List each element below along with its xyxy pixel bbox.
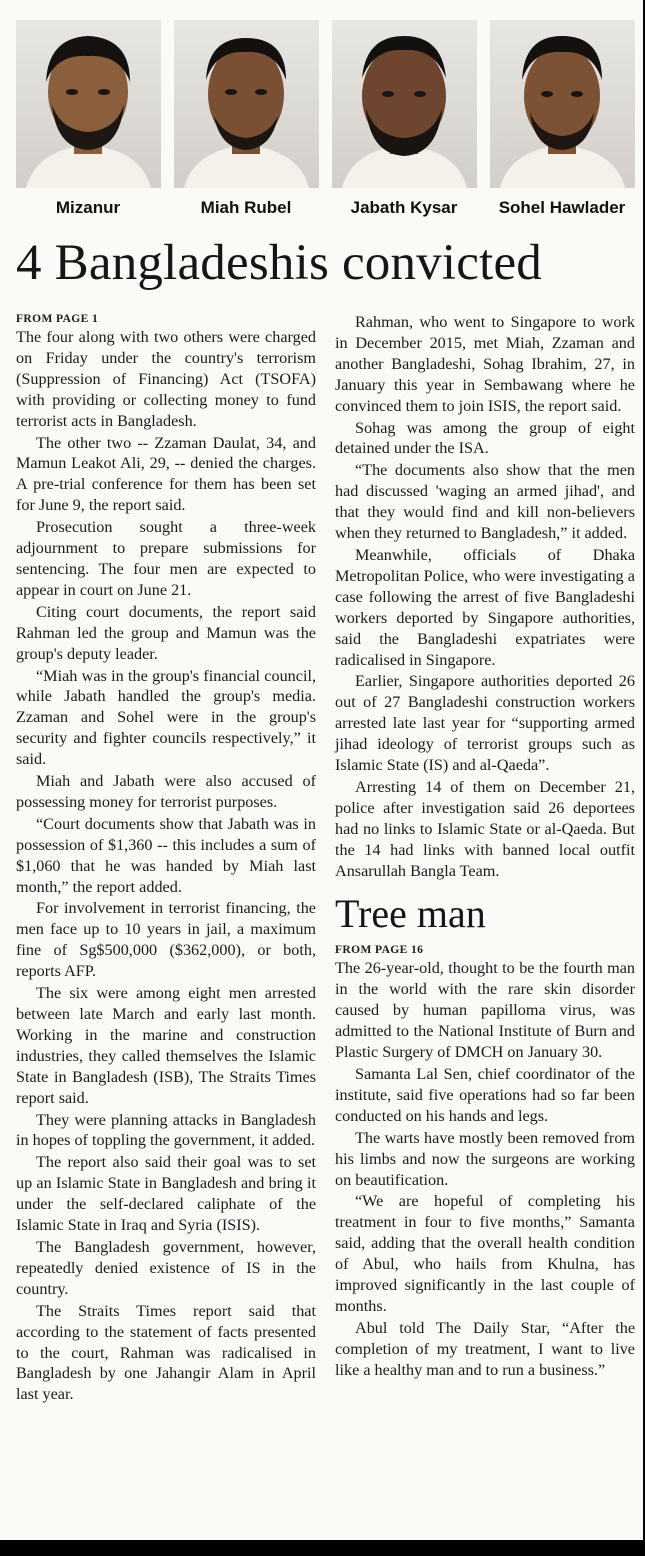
right-eye: [98, 89, 110, 95]
photo-mizanur: [16, 20, 161, 188]
paragraph: The Bangladesh government, however, repeatedly denied existence of IS in the country.: [16, 1237, 316, 1298]
paragraph: “We are hopeful of completing his treatment in four to five months,” Samanta said, adding that the overall health condition of Abul, who hails from Khulna, has improved significantly in the last couple of months.: [335, 1192, 635, 1315]
paragraph: “Miah was in the group's financial council, while Jabath handled the group's media. Zzaman and Sohel were in the group's security and fighter councils respectively,” it said.: [16, 666, 316, 769]
paragraph: Miah and Jabath were also accused of possessing money for terrorist purposes.: [16, 772, 316, 811]
paragraph: “The documents also show that the men had discussed 'waging an armed jihad', and that they would find and kill non-believers when they returned to Bangladesh,” it added.: [335, 461, 635, 543]
caption-mizanur: Mizanur: [55, 198, 121, 217]
paragraph: Arresting 14 of them on December 21, police after investigation said 26 deportees had no links to Islamic State or al-Qaeda. But the 14 had links with banned local outfit Ansarullah Bangla Team.: [335, 777, 635, 880]
tree-man-headline: Tree man: [335, 891, 486, 937]
paragraph: The Straits Times report said that according to the statement of facts presented to the court, Rahman was radicalised in Bangladesh by one Jahangir Alam in April last year.: [16, 1301, 316, 1404]
paragraph: “Court documents show that Jabath was in possession of $1,360 -- this includes a sum of $1,060 that he was handed by Miah last month,” the report added.: [16, 814, 316, 896]
paragraph: Citing court documents, the report said Rahman led the group and Mamun was the group's deputy leader.: [16, 602, 316, 663]
portrait-image: [490, 20, 635, 188]
portrait-image: [332, 20, 477, 188]
paragraph: The four along with two others were charged on Friday under the country's terrorism (Suppression of Financing) Act (TSOFA) with providing or collecting money to fund terrorist acts in Bangladesh.: [16, 328, 316, 430]
photo-miah-rubel: [174, 20, 319, 188]
paragraph: The 26-year-old, thought to be the fourth man in the world with the rare skin disorder caused by human papilloma virus, was admitted to the National Institute of Burn and Plastic Surgery of DMCH on January 30.: [335, 959, 635, 1062]
photo-jabath-kysar: [332, 20, 477, 188]
paragraph: Earlier, Singapore authorities deported 26 out of 27 Bangladeshi construction workers arrested late last year for “supporting armed jihad ideology of terrorist groups such as Islamic State (IS) and al-Qaeda”.: [335, 672, 635, 775]
paragraph: For involvement in terrorist financing, the men face up to 10 years in jail, a maximum fine of Sg$500,000 ($362,000), or both, reports AFP.: [16, 899, 316, 981]
right-eye: [571, 91, 583, 97]
left-eye: [541, 91, 553, 97]
paragraph: The warts have mostly been removed from his limbs and now the surgeons are working on beautification.: [335, 1128, 635, 1189]
left-eye: [225, 89, 237, 95]
paragraph: The six were among eight men arrested between late March and early last month. Working in the marine and construction industries, they called themselves the Islamic State in Bangladesh (ISB), The Straits Times report said.: [16, 984, 316, 1107]
right-eye: [414, 91, 426, 97]
from-page-label: FROM PAGE 1: [16, 313, 99, 325]
left-eye: [66, 89, 78, 95]
paragraph: Sohag was among the group of eight detained under the ISA.: [335, 418, 635, 458]
photo-sohel-hawlader: [490, 20, 635, 188]
paragraph: They were planning attacks in Bangladesh in hopes of toppling the government, it added.: [16, 1110, 316, 1150]
mugshot-row: [16, 20, 636, 190]
caption-sohel-hawlader: Sohel Hawlader: [498, 198, 626, 217]
article-column-left: [16, 312, 316, 1406]
from-page-label: FROM PAGE 16: [335, 944, 424, 957]
paragraph: The report also said their goal was to set up an Islamic State in Bangladesh and bring it under the self-declared caliphate of the Islamic State in Iraq and Syria (ISIS).: [16, 1153, 316, 1235]
headline: 4 Bangladeshis convicted: [16, 235, 543, 291]
portrait-image: [16, 20, 161, 188]
paragraph: Meanwhile, officials of Dhaka Metropolitan Police, who were investigating a case following the arrest of five Bangladeshi workers deported by Singapore authorities, said the Bangladeshi expatriates were radicalised in Singapore.: [335, 545, 635, 669]
portrait-image: [174, 20, 319, 188]
caption-miah-rubel: Miah Rubel: [200, 198, 292, 217]
article-column-right: [335, 312, 635, 1382]
caption-jabath-kysar: Jabath Kysar: [350, 198, 458, 217]
left-eye: [382, 91, 394, 97]
paragraph: Samanta Lal Sen, chief coordinator of the institute, said five operations had so far been conducted on his hands and legs.: [335, 1065, 635, 1125]
paragraph: Prosecution sought a three-week adjournment to prepare submissions for sentencing. The four men are expected to appear in court on June 21.: [16, 518, 316, 599]
paragraph: Abul told The Daily Star, “After the completion of my treatment, I want to live like a healthy man and to run a business.”: [335, 1318, 635, 1379]
paragraph: Rahman, who went to Singapore to work in December 2015, met Miah, Zzaman and another Bangladeshi, Sohag Ibrahim, 27, in January this year in Sembawang where he convinced them to join ISIS, the report said.: [335, 313, 635, 415]
right-eye: [255, 89, 267, 95]
paragraph: The other two -- Zzaman Daulat, 34, and Mamun Leakot Ali, 29, -- denied the charges. A pre-trial conference for them has been set for June 9, the report said.: [16, 433, 316, 515]
photo-captions: [16, 198, 636, 226]
